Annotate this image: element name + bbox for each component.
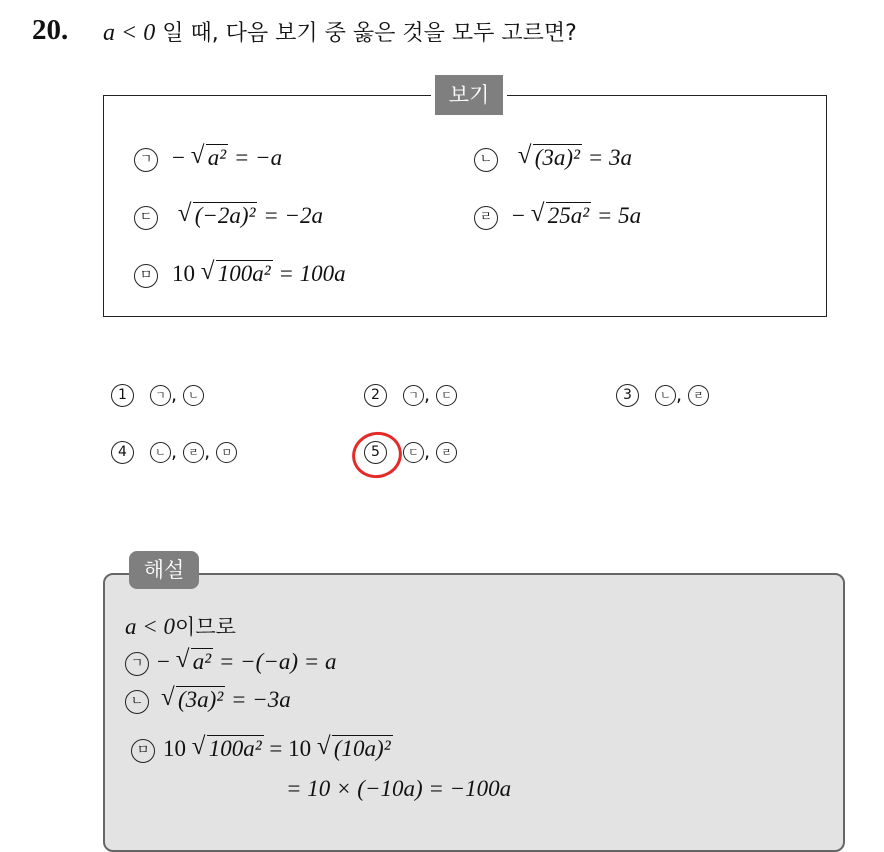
bogi-item-1-sign: − bbox=[172, 145, 185, 170]
solution-line-3-radicand2: (10a)² bbox=[333, 736, 391, 761]
sqrt-symbol: √ 100a² bbox=[191, 733, 262, 761]
solution-line-1-sign: − bbox=[157, 649, 170, 674]
marker-mieum: ㅁ bbox=[131, 739, 155, 763]
bogi-label: 보기 bbox=[431, 75, 507, 115]
choice-4-number: 4 bbox=[111, 441, 134, 464]
choice-marker: ㄴ bbox=[655, 385, 676, 406]
marker-rieul: ㄹ bbox=[474, 206, 498, 230]
bogi-item-1-rhs: = −a bbox=[228, 145, 283, 170]
question-text bbox=[103, 16, 577, 47]
sqrt-symbol: √ (−2a)² bbox=[177, 200, 256, 228]
marker-mieum: ㅁ bbox=[134, 264, 158, 288]
answer-mark-circle bbox=[347, 427, 407, 484]
sqrt-symbol: √ a² bbox=[190, 142, 227, 170]
sqrt-symbol: √ (3a)² bbox=[161, 684, 224, 712]
bogi-item-1-radicand: a² bbox=[207, 145, 227, 170]
choice-marker: ㄴ bbox=[150, 442, 171, 463]
solution-line-3 bbox=[131, 733, 393, 763]
sqrt-symbol: √ a² bbox=[175, 646, 212, 674]
marker-nieun: ㄴ bbox=[474, 148, 498, 172]
choice-2-number: 2 bbox=[364, 384, 387, 407]
solution-line-1-rest: = −(−a) = a bbox=[213, 649, 337, 674]
choice-1-number: 1 bbox=[111, 384, 134, 407]
bogi-item-4-rhs: = 5a bbox=[591, 203, 642, 228]
sqrt-symbol: √ 25a² bbox=[530, 200, 590, 228]
choice-3[interactable]: 3 ㄴ , ㄹ bbox=[616, 384, 709, 407]
choice-marker: ㄹ bbox=[183, 442, 204, 463]
solution-line-2-radicand: (3a)² bbox=[178, 687, 224, 712]
choice-marker: ㄹ bbox=[688, 385, 709, 406]
solution-line-2-rest: = −3a bbox=[225, 687, 291, 712]
bogi-item-5-coef: 10 bbox=[172, 261, 195, 286]
choice-4[interactable]: 4 ㄴ , ㄹ , ㅁ bbox=[111, 441, 237, 464]
question-body: 일 때, 다음 보기 중 옳은 것을 모두 고르면? bbox=[155, 21, 577, 46]
solution-intro bbox=[125, 611, 236, 641]
marker-nieun: ㄴ bbox=[125, 690, 149, 714]
choice-1[interactable]: 1 ㄱ , ㄴ bbox=[111, 384, 204, 407]
solution-line-1-radicand: a² bbox=[192, 649, 212, 674]
choice-5[interactable]: 5 ㄷ , ㄹ bbox=[364, 441, 457, 464]
solution-label: 해설 bbox=[129, 551, 199, 589]
choice-marker: ㄱ bbox=[403, 385, 424, 406]
choice-marker: ㄴ bbox=[183, 385, 204, 406]
marker-digeut: ㄷ bbox=[134, 206, 158, 230]
bogi-item-4-sign: − bbox=[512, 203, 525, 228]
solution-intro-text: 이므로 bbox=[175, 615, 236, 639]
choice-3-number: 3 bbox=[616, 384, 639, 407]
solution-intro-math: a < 0 bbox=[125, 614, 176, 639]
solution-line-2 bbox=[125, 684, 291, 714]
bogi-item-4 bbox=[474, 200, 642, 230]
question-condition: a < 0 bbox=[103, 20, 156, 46]
bogi-item-4-radicand: 25a² bbox=[547, 203, 590, 228]
bogi-item-5-radicand: 100a² bbox=[217, 261, 271, 286]
choice-5-number: 5 bbox=[364, 441, 387, 464]
solution-line-3-radicand: 100a² bbox=[208, 736, 262, 761]
bogi-item-3-radicand: (−2a)² bbox=[194, 203, 256, 228]
choice-marker: ㅁ bbox=[216, 442, 237, 463]
bogi-item-2-radicand: (3a)² bbox=[534, 145, 580, 170]
solution-line-3-mid: = 10 bbox=[263, 736, 317, 761]
bogi-item-2 bbox=[474, 142, 632, 172]
bogi-item-2-rhs: = 3a bbox=[581, 145, 632, 170]
sqrt-symbol: √ (10a)² bbox=[316, 733, 391, 761]
question-number: 20. bbox=[32, 14, 69, 46]
bogi-item-5-rhs: = 100a bbox=[272, 261, 346, 286]
marker-giyeok: ㄱ bbox=[125, 652, 149, 676]
marker-giyeok: ㄱ bbox=[134, 148, 158, 172]
choice-marker: ㄹ bbox=[436, 442, 457, 463]
solution-line-1 bbox=[125, 646, 337, 676]
choice-marker: ㄱ bbox=[150, 385, 171, 406]
choice-marker: ㄷ bbox=[436, 385, 457, 406]
choice-marker: ㄷ bbox=[403, 442, 424, 463]
choice-2[interactable]: 2 ㄱ , ㄷ bbox=[364, 384, 457, 407]
bogi-item-1 bbox=[134, 142, 283, 172]
bogi-item-3 bbox=[134, 200, 324, 230]
solution-line-3-coef: 10 bbox=[163, 736, 186, 761]
bogi-item-5 bbox=[134, 258, 346, 288]
bogi-item-3-rhs: = −2a bbox=[257, 203, 324, 228]
sqrt-symbol: √ (3a)² bbox=[517, 142, 580, 170]
solution-line-4: = 10 × (−10a) = −100a bbox=[286, 776, 512, 801]
sqrt-symbol: √ 100a² bbox=[200, 258, 271, 286]
